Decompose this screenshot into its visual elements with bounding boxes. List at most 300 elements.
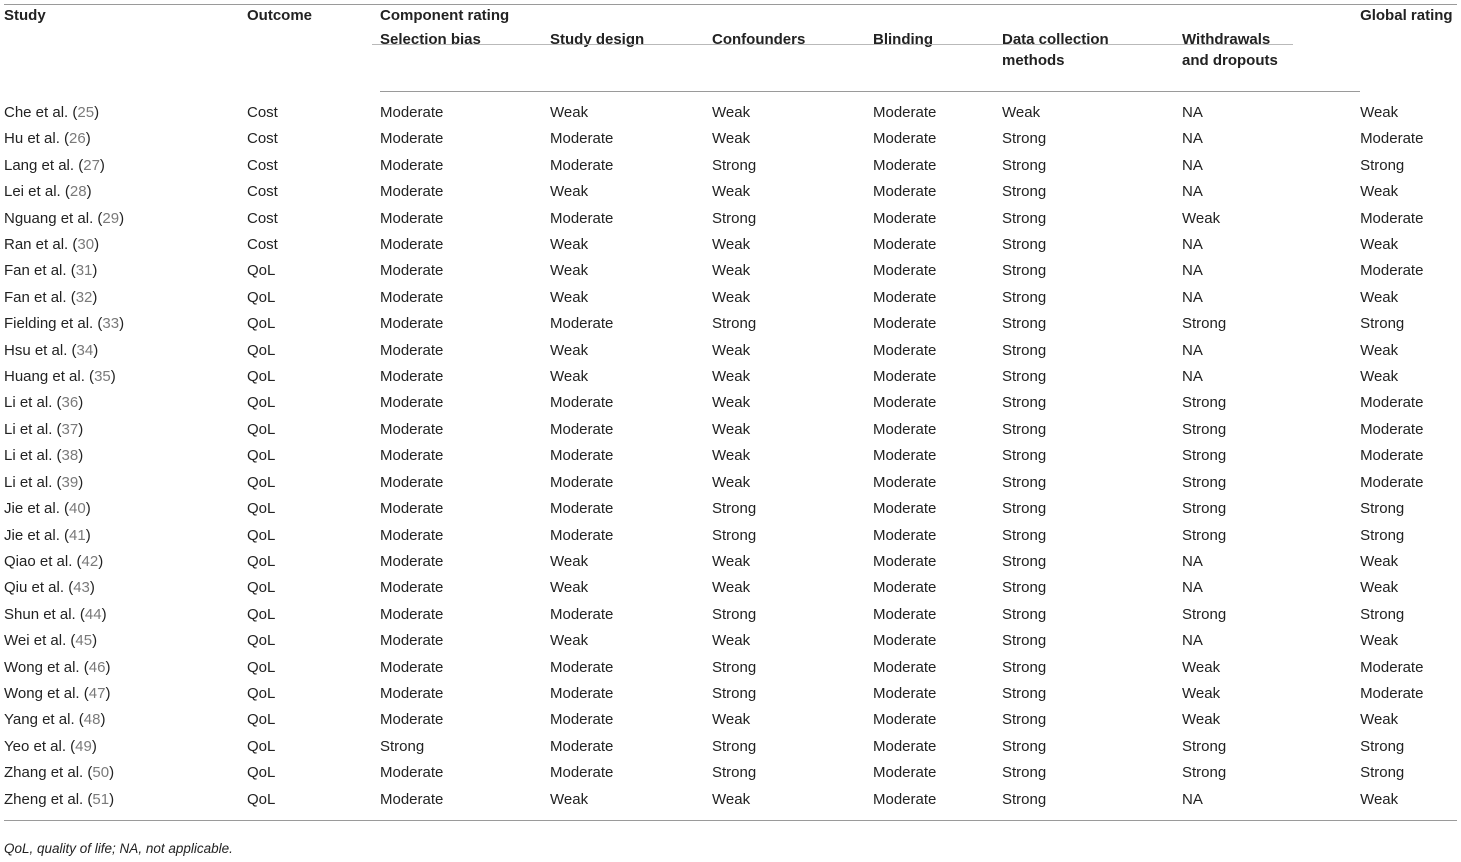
selection-bias-cell: Moderate xyxy=(380,787,550,821)
withdrawals-cell: NA xyxy=(1182,288,1203,306)
global-rating-cell: Weak xyxy=(1360,787,1457,821)
data-collection-cell: Strong xyxy=(1002,579,1047,597)
study-cell: Wei et al. (45) xyxy=(4,632,98,650)
selection-bias-cell: Moderate xyxy=(380,420,444,438)
blinding-cell: Moderate xyxy=(873,579,937,597)
study-author: Lang et al. xyxy=(4,156,75,174)
outcome-cell: QoL xyxy=(247,684,276,702)
selection-bias-cell: Moderate xyxy=(380,130,444,148)
data-collection-cell: Strong xyxy=(1002,262,1047,280)
global-rating-cell: Strong xyxy=(1360,737,1405,755)
withdrawals-cell: Strong xyxy=(1182,447,1227,465)
table-row xyxy=(4,470,1457,496)
table-row xyxy=(4,496,1457,522)
blinding-cell: Moderate xyxy=(873,500,937,518)
outcome-cell: Cost xyxy=(247,209,278,227)
data-collection-cell: Strong xyxy=(1002,420,1047,438)
confounders-cell: Weak xyxy=(712,236,751,254)
data-collection-cell: Strong xyxy=(1002,552,1047,570)
blinding-cell: Moderate xyxy=(873,605,937,623)
global-rating-cell: Moderate xyxy=(1360,262,1424,280)
data-collection-cell: Strong xyxy=(1002,209,1047,227)
confounders-cell: Weak xyxy=(712,579,751,597)
table-footnote: QoL, quality of life; NA, not applicable. xyxy=(4,841,233,856)
withdrawals-cell: NA xyxy=(1182,236,1203,254)
withdrawals-cell: Strong xyxy=(1182,764,1227,782)
confounders-cell: Strong xyxy=(712,500,757,518)
quality-assessment-table xyxy=(4,4,1457,821)
blinding-cell: Moderate xyxy=(873,209,937,227)
outcome-cell: Cost xyxy=(247,156,278,174)
confounders-cell: Weak xyxy=(712,341,751,359)
reference-link[interactable]: 37 xyxy=(61,420,79,438)
study-design-cell: Moderate xyxy=(550,315,614,333)
table-row xyxy=(4,602,1457,628)
study-design-cell: Weak xyxy=(550,341,589,359)
data-collection-cell: Strong xyxy=(1002,236,1047,254)
study-cell: Jie et al. (40) xyxy=(4,500,91,518)
confounders-cell: Strong xyxy=(712,764,757,782)
global-rating-cell: Weak xyxy=(1360,368,1399,386)
confounders-cell: Weak xyxy=(712,288,751,306)
table-row xyxy=(4,417,1457,443)
study-author: Yeo et al. xyxy=(4,737,66,755)
global-rating-cell: Moderate xyxy=(1360,420,1424,438)
reference-link[interactable]: 50 xyxy=(92,764,110,782)
study-author: Ran et al. xyxy=(4,236,69,254)
withdrawals-cell: Strong xyxy=(1182,394,1227,412)
confounders-cell: Weak xyxy=(712,447,751,465)
selection-bias-cell: Strong xyxy=(380,737,425,755)
study-design-cell: Moderate xyxy=(550,526,614,544)
study-author: Qiu et al. xyxy=(4,579,65,597)
study-design-cell: Moderate xyxy=(550,764,614,782)
confounders-cell: Strong xyxy=(712,605,757,623)
reference-link[interactable]: 28 xyxy=(69,183,87,201)
study-design-cell: Moderate xyxy=(550,447,614,465)
global-rating-cell: Moderate xyxy=(1360,473,1424,491)
blinding-cell: Moderate xyxy=(873,368,937,386)
study-cell: Shun et al. (44) xyxy=(4,605,107,623)
table-row xyxy=(4,787,1457,821)
header-component-rating: Component rating xyxy=(380,5,1360,30)
study-author: Hsu et al. xyxy=(4,341,68,359)
outcome-cell: QoL xyxy=(247,420,276,438)
outcome-cell: QoL xyxy=(247,552,276,570)
data-collection-cell: Strong xyxy=(1002,341,1047,359)
selection-bias-cell: Moderate xyxy=(380,236,444,254)
study-design-cell: Weak xyxy=(550,262,589,280)
study-cell: Qiao et al. (42) xyxy=(4,552,104,570)
study-design-cell: Moderate xyxy=(550,711,614,729)
blinding-cell: Moderate xyxy=(873,394,937,412)
outcome-cell: QoL xyxy=(247,341,276,359)
data-collection-cell: Strong xyxy=(1002,447,1047,465)
table-row xyxy=(4,232,1457,258)
study-author: Huang et al. xyxy=(4,368,85,386)
confounders-cell: Weak xyxy=(712,183,751,201)
reference-link[interactable]: 47 xyxy=(88,684,106,702)
withdrawals-cell: Strong xyxy=(1182,737,1227,755)
study-design-cell: Weak xyxy=(550,236,589,254)
data-collection-cell: Strong xyxy=(1002,288,1047,306)
study-cell: Zheng et al. (51) xyxy=(4,787,247,821)
confounders-cell: Weak xyxy=(712,632,751,650)
table-row xyxy=(4,126,1457,152)
global-rating-cell: Moderate xyxy=(1360,130,1424,148)
blinding-cell: Moderate xyxy=(873,130,937,148)
table-row xyxy=(4,338,1457,364)
blinding-cell: Moderate xyxy=(873,236,937,254)
withdrawals-cell: Strong xyxy=(1182,605,1227,623)
withdrawals-cell: NA xyxy=(1182,787,1360,821)
outcome-cell: QoL xyxy=(247,711,276,729)
outcome-cell: QoL xyxy=(247,262,276,280)
global-rating-cell: Moderate xyxy=(1360,684,1424,702)
study-design-cell: Weak xyxy=(550,787,712,821)
outcome-cell: Cost xyxy=(247,103,278,121)
global-rating-cell: Strong xyxy=(1360,605,1405,623)
table-row xyxy=(4,523,1457,549)
blinding-cell: Moderate xyxy=(873,341,937,359)
outcome-cell: QoL xyxy=(247,605,276,623)
selection-bias-cell: Moderate xyxy=(380,605,444,623)
global-rating-cell: Moderate xyxy=(1360,658,1424,676)
global-rating-cell: Weak xyxy=(1360,579,1399,597)
blinding-cell: Moderate xyxy=(873,262,937,280)
confounders-cell: Weak xyxy=(712,394,751,412)
withdrawals-cell: NA xyxy=(1182,368,1203,386)
study-cell: Hu et al. (26) xyxy=(4,130,91,148)
global-rating-cell: Weak xyxy=(1360,103,1399,121)
selection-bias-cell: Moderate xyxy=(380,473,444,491)
global-rating-cell: Strong xyxy=(1360,315,1405,333)
global-rating-cell: Strong xyxy=(1360,156,1405,174)
blinding-cell: Moderate xyxy=(873,632,937,650)
blinding-cell: Moderate xyxy=(873,420,937,438)
study-author: Yang et al. xyxy=(4,711,75,729)
global-rating-cell: Weak xyxy=(1360,183,1399,201)
confounders-cell: Weak xyxy=(712,130,751,148)
reference-link[interactable]: 38 xyxy=(61,447,79,465)
reference-link[interactable]: 32 xyxy=(75,288,93,306)
reference-link[interactable]: 39 xyxy=(61,473,79,491)
reference-link[interactable]: 42 xyxy=(81,552,99,570)
selection-bias-cell: Moderate xyxy=(380,632,444,650)
confounders-cell: Weak xyxy=(712,787,873,821)
global-rating-cell: Strong xyxy=(1360,764,1405,782)
confounders-cell: Strong xyxy=(712,658,757,676)
global-rating-cell: Weak xyxy=(1360,236,1399,254)
confounders-cell: Weak xyxy=(712,262,751,280)
study-cell: Li et al. (37) xyxy=(4,420,84,438)
header-confounders: Confounders xyxy=(712,29,873,92)
blinding-cell: Moderate xyxy=(873,526,937,544)
data-collection-cell: Weak xyxy=(1002,104,1041,121)
outcome-cell: QoL xyxy=(247,288,276,306)
study-design-cell: Moderate xyxy=(550,737,614,755)
study-author: Zheng et al. xyxy=(4,790,84,808)
study-cell: Qiu et al. (43) xyxy=(4,579,95,597)
study-cell: Ran et al. (30) xyxy=(4,236,100,254)
study-cell: Zhang et al. (50) xyxy=(4,764,115,782)
study-design-cell: Weak xyxy=(550,288,589,306)
confounders-cell: Weak xyxy=(712,420,751,438)
withdrawals-cell: NA xyxy=(1182,632,1203,650)
data-collection-cell: Strong xyxy=(1002,658,1047,676)
table-row xyxy=(4,549,1457,575)
reference-link[interactable]: 27 xyxy=(83,156,100,174)
selection-bias-cell: Moderate xyxy=(380,684,444,702)
blinding-cell: Moderate xyxy=(873,711,937,729)
withdrawals-cell: Strong xyxy=(1182,315,1227,333)
blinding-cell: Moderate xyxy=(873,764,937,782)
reference-link[interactable]: 49 xyxy=(75,737,92,755)
study-cell: Hsu et al. (34) xyxy=(4,341,99,359)
withdrawals-cell: Weak xyxy=(1182,209,1221,227)
selection-bias-cell: Moderate xyxy=(380,156,444,174)
outcome-cell: QoL xyxy=(247,632,276,650)
table-row xyxy=(4,153,1457,179)
confounders-cell: Strong xyxy=(712,684,757,702)
study-design-cell: Moderate xyxy=(550,658,614,676)
outcome-cell: QoL xyxy=(247,764,276,782)
study-author: Wong et al. xyxy=(4,658,80,676)
data-collection-cell: Strong xyxy=(1002,787,1182,821)
header-data-collection: Data collection methods xyxy=(1002,29,1182,92)
study-cell: Fielding et al. (33) xyxy=(4,315,125,333)
selection-bias-cell: Moderate xyxy=(380,209,444,227)
withdrawals-cell: NA xyxy=(1182,579,1203,597)
reference-link[interactable]: 48 xyxy=(83,711,101,729)
withdrawals-cell: Strong xyxy=(1182,500,1227,518)
selection-bias-cell: Moderate xyxy=(380,526,444,544)
table-row xyxy=(4,655,1457,681)
table-row xyxy=(4,443,1457,469)
outcome-cell: QoL xyxy=(247,447,276,465)
selection-bias-cell: Moderate xyxy=(380,658,444,676)
reference-link[interactable]: 35 xyxy=(94,368,111,386)
study-design-cell: Moderate xyxy=(550,209,614,227)
confounders-cell: Strong xyxy=(712,315,757,333)
selection-bias-cell: Moderate xyxy=(380,447,444,465)
withdrawals-cell: NA xyxy=(1182,183,1203,201)
data-collection-cell: Strong xyxy=(1002,632,1047,650)
blinding-cell: Moderate xyxy=(873,787,1002,821)
study-design-cell: Weak xyxy=(550,552,589,570)
outcome-cell: QoL xyxy=(247,394,276,412)
reference-link[interactable]: 31 xyxy=(75,262,93,280)
study-author: Wei et al. xyxy=(4,632,67,650)
study-cell: Lei et al. (28) xyxy=(4,183,92,201)
study-author: Li et al. xyxy=(4,473,53,491)
global-rating-cell: Weak xyxy=(1360,552,1399,570)
data-collection-cell: Strong xyxy=(1002,130,1047,148)
withdrawals-cell: NA xyxy=(1182,130,1203,148)
withdrawals-cell: NA xyxy=(1182,262,1203,280)
data-collection-cell: Strong xyxy=(1002,526,1047,544)
data-collection-cell: Strong xyxy=(1002,605,1047,623)
header-study: Study xyxy=(4,5,247,92)
reference-link[interactable]: 46 xyxy=(88,658,106,676)
reference-link[interactable]: 29 xyxy=(102,209,120,227)
withdrawals-cell: Weak xyxy=(1182,711,1221,729)
study-author: Fan et al. xyxy=(4,288,67,306)
study-design-cell: Moderate xyxy=(550,156,614,174)
global-rating-cell: Moderate xyxy=(1360,447,1424,465)
study-cell: Lang et al. (27) xyxy=(4,156,105,174)
study-cell: Che et al. (25) xyxy=(4,103,100,121)
component-rating-rule xyxy=(372,44,1293,45)
study-author: Che et al. xyxy=(4,103,69,121)
study-design-cell: Weak xyxy=(550,632,589,650)
reference-link[interactable]: 34 xyxy=(76,341,94,359)
data-collection-cell: Strong xyxy=(1002,368,1047,386)
global-rating-cell: Moderate xyxy=(1360,209,1424,227)
selection-bias-cell: Moderate xyxy=(380,288,444,306)
study-author: Lei et al. xyxy=(4,183,61,201)
study-author: Hu et al. xyxy=(4,130,60,148)
study-author: Qiao et al. xyxy=(4,552,73,570)
reference-link[interactable]: 40 xyxy=(69,500,86,518)
table-row xyxy=(4,92,1457,127)
study-cell: Fan et al. (32) xyxy=(4,288,98,306)
study-cell: Jie et al. (41) xyxy=(4,526,91,544)
selection-bias-cell: Moderate xyxy=(380,315,444,333)
blinding-cell: Moderate xyxy=(873,473,937,491)
table-row xyxy=(4,734,1457,760)
study-design-cell: Moderate xyxy=(550,684,614,702)
study-author: Li et al. xyxy=(4,394,53,412)
study-cell: Yang et al. (48) xyxy=(4,711,106,729)
header-withdrawals: Withdrawals and dropouts xyxy=(1182,29,1360,92)
blinding-cell: Moderate xyxy=(873,315,937,333)
study-cell: Nguang et al. (29) xyxy=(4,209,125,227)
table-row xyxy=(4,364,1457,390)
global-rating-cell: Moderate xyxy=(1360,394,1424,412)
confounders-cell: Weak xyxy=(712,711,751,729)
global-rating-cell: Weak xyxy=(1360,632,1399,650)
outcome-cell: QoL xyxy=(247,315,276,333)
study-design-cell: Moderate xyxy=(550,500,614,518)
reference-link[interactable]: 33 xyxy=(102,315,120,333)
study-cell: Li et al. (36) xyxy=(4,394,84,412)
study-author: Jie et al. xyxy=(4,526,60,544)
data-collection-cell: Strong xyxy=(1002,500,1047,518)
blinding-cell: Moderate xyxy=(873,552,937,570)
study-design-cell: Moderate xyxy=(550,473,614,491)
global-rating-cell: Weak xyxy=(1360,341,1399,359)
reference-link[interactable]: 45 xyxy=(75,632,93,650)
withdrawals-cell: NA xyxy=(1182,156,1203,174)
study-cell: Huang et al. (35) xyxy=(4,368,116,386)
outcome-cell: Cost xyxy=(247,130,278,148)
outcome-cell: QoL xyxy=(247,579,276,597)
selection-bias-cell: Moderate xyxy=(380,500,444,518)
data-collection-cell: Strong xyxy=(1002,183,1047,201)
study-author: Wong et al. xyxy=(4,684,80,702)
confounders-cell: Strong xyxy=(712,209,757,227)
reference-link[interactable]: 25 xyxy=(77,103,95,121)
table-body xyxy=(4,92,1457,821)
withdrawals-cell: Weak xyxy=(1182,658,1221,676)
withdrawals-cell: Strong xyxy=(1182,473,1227,491)
outcome-cell: QoL xyxy=(247,737,276,755)
blinding-cell: Moderate xyxy=(873,156,937,174)
study-cell: Li et al. (39) xyxy=(4,473,84,491)
reference-link[interactable]: 51 xyxy=(92,790,110,808)
reference-link[interactable]: 43 xyxy=(73,579,90,597)
study-design-cell: Moderate xyxy=(550,394,614,412)
table-row xyxy=(4,575,1457,601)
global-rating-cell: Strong xyxy=(1360,526,1405,544)
table-row xyxy=(4,258,1457,284)
study-author: Zhang et al. xyxy=(4,764,84,782)
selection-bias-cell: Moderate xyxy=(380,394,444,412)
study-author: Fielding et al. xyxy=(4,315,94,333)
reference-link[interactable]: 30 xyxy=(77,236,95,254)
table-row xyxy=(4,206,1457,232)
selection-bias-cell: Moderate xyxy=(380,764,444,782)
study-design-cell: Moderate xyxy=(550,605,614,623)
study-design-cell: Weak xyxy=(550,579,589,597)
study-design-cell: Weak xyxy=(550,368,589,386)
reference-link[interactable]: 26 xyxy=(69,130,86,148)
reference-link[interactable]: 44 xyxy=(84,605,102,623)
outcome-cell: Cost xyxy=(247,236,278,254)
blinding-cell: Moderate xyxy=(873,684,937,702)
outcome-cell: QoL xyxy=(247,368,276,386)
study-cell: Yeo et al. (49) xyxy=(4,737,97,755)
header-outcome: Outcome xyxy=(247,5,380,92)
header-blinding: Blinding xyxy=(873,29,1002,92)
outcome-cell: QoL xyxy=(247,658,276,676)
table-row xyxy=(4,760,1457,786)
selection-bias-cell: Moderate xyxy=(380,552,444,570)
blinding-cell: Moderate xyxy=(873,288,937,306)
selection-bias-cell: Moderate xyxy=(380,579,444,597)
blinding-cell: Moderate xyxy=(873,183,937,201)
confounders-cell: Weak xyxy=(712,104,751,121)
selection-bias-cell: Moderate xyxy=(380,262,444,280)
reference-link[interactable]: 36 xyxy=(61,394,79,412)
reference-link[interactable]: 41 xyxy=(69,526,86,544)
study-author: Li et al. xyxy=(4,420,53,438)
confounders-cell: Weak xyxy=(712,552,751,570)
data-collection-cell: Strong xyxy=(1002,684,1047,702)
blinding-cell: Moderate xyxy=(873,447,937,465)
data-collection-cell: Strong xyxy=(1002,711,1047,729)
data-collection-cell: Strong xyxy=(1002,394,1047,412)
withdrawals-cell: Weak xyxy=(1182,684,1221,702)
confounders-cell: Strong xyxy=(712,156,757,174)
study-design-cell: Moderate xyxy=(550,130,614,148)
study-design-cell: Weak xyxy=(550,183,589,201)
table-row xyxy=(4,179,1457,205)
header-row-top xyxy=(4,5,1457,30)
study-cell: Wong et al. (47) xyxy=(4,684,111,702)
withdrawals-cell: Strong xyxy=(1182,420,1227,438)
global-rating-cell: Weak xyxy=(1360,711,1399,729)
table-row xyxy=(4,311,1457,337)
outcome-cell: Cost xyxy=(247,183,278,201)
study-author: Nguang et al. xyxy=(4,209,94,227)
global-rating-cell: Weak xyxy=(1360,288,1399,306)
data-collection-cell: Strong xyxy=(1002,737,1047,755)
confounders-cell: Strong xyxy=(712,526,757,544)
selection-bias-cell: Moderate xyxy=(380,183,444,201)
table-row xyxy=(4,390,1457,416)
